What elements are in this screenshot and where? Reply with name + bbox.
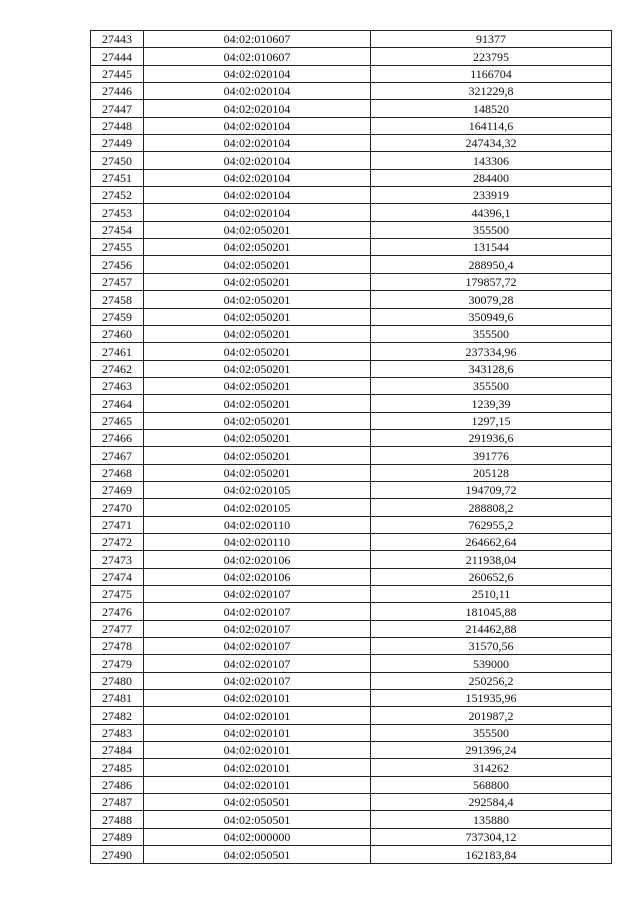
record-number-cell: 27469 — [91, 481, 144, 498]
code-cell: 04:02:020105 — [144, 499, 371, 516]
code-cell: 04:02:050201 — [144, 412, 371, 429]
record-number-cell: 27447 — [91, 100, 144, 117]
amount-cell: 143306 — [371, 152, 612, 169]
code-cell: 04:02:020101 — [144, 707, 371, 724]
table-row — [91, 846, 612, 863]
code-cell: 04:02:050201 — [144, 256, 371, 273]
code-cell: 04:02:020104 — [144, 135, 371, 152]
code-cell: 04:02:050201 — [144, 343, 371, 360]
table-row — [91, 568, 612, 585]
code-cell: 04:02:050201 — [144, 273, 371, 290]
table-row — [91, 655, 612, 672]
table-row — [91, 273, 612, 290]
code-cell: 04:02:050201 — [144, 239, 371, 256]
amount-cell: 31570,56 — [371, 638, 612, 655]
code-cell: 04:02:020104 — [144, 100, 371, 117]
record-number-cell: 27479 — [91, 655, 144, 672]
amount-cell: 151935,96 — [371, 690, 612, 707]
record-number-cell: 27460 — [91, 325, 144, 342]
record-number-cell: 27487 — [91, 794, 144, 811]
table-row — [91, 620, 612, 637]
amount-cell: 44396,1 — [371, 204, 612, 221]
table-row — [91, 707, 612, 724]
code-cell: 04:02:020110 — [144, 533, 371, 550]
code-cell: 04:02:020107 — [144, 672, 371, 689]
record-number-cell: 27467 — [91, 447, 144, 464]
table-row — [91, 811, 612, 828]
record-number-cell: 27444 — [91, 48, 144, 65]
code-cell: 04:02:020104 — [144, 152, 371, 169]
amount-cell: 205128 — [371, 464, 612, 481]
code-cell: 04:02:010607 — [144, 31, 371, 48]
record-number-cell: 27468 — [91, 464, 144, 481]
table-row — [91, 551, 612, 568]
table-row — [91, 603, 612, 620]
amount-cell: 284400 — [371, 169, 612, 186]
amount-cell: 568800 — [371, 776, 612, 793]
record-number-cell: 27461 — [91, 343, 144, 360]
table-row — [91, 395, 612, 412]
code-cell: 04:02:050201 — [144, 447, 371, 464]
record-number-cell: 27478 — [91, 638, 144, 655]
record-number-cell: 27486 — [91, 776, 144, 793]
amount-cell: 355500 — [371, 221, 612, 238]
code-cell: 04:02:020104 — [144, 187, 371, 204]
record-number-cell: 27472 — [91, 533, 144, 550]
code-cell: 04:02:010607 — [144, 48, 371, 65]
table-row — [91, 256, 612, 273]
table-row — [91, 464, 612, 481]
amount-cell: 135880 — [371, 811, 612, 828]
amount-cell: 164114,6 — [371, 117, 612, 134]
amount-cell: 2510,11 — [371, 586, 612, 603]
table-row — [91, 169, 612, 186]
amount-cell: 355500 — [371, 377, 612, 394]
record-number-cell: 27483 — [91, 724, 144, 741]
record-number-cell: 27477 — [91, 620, 144, 637]
table-row — [91, 742, 612, 759]
record-number-cell: 27490 — [91, 846, 144, 863]
record-number-cell: 27455 — [91, 239, 144, 256]
table-row — [91, 308, 612, 325]
record-number-cell: 27482 — [91, 707, 144, 724]
amount-cell: 250256,2 — [371, 672, 612, 689]
amount-cell: 321229,8 — [371, 83, 612, 100]
amount-cell: 737304,12 — [371, 828, 612, 845]
amount-cell: 292584,4 — [371, 794, 612, 811]
record-number-cell: 27452 — [91, 187, 144, 204]
code-cell: 04:02:020107 — [144, 638, 371, 655]
code-cell: 04:02:020104 — [144, 204, 371, 221]
code-cell: 04:02:050201 — [144, 325, 371, 342]
amount-cell: 194709,72 — [371, 481, 612, 498]
record-number-cell: 27484 — [91, 742, 144, 759]
amount-cell: 355500 — [371, 325, 612, 342]
record-number-cell: 27488 — [91, 811, 144, 828]
table-row — [91, 152, 612, 169]
code-cell: 04:02:050501 — [144, 811, 371, 828]
table-row — [91, 135, 612, 152]
code-cell: 04:02:050201 — [144, 395, 371, 412]
table-row — [91, 828, 612, 845]
table-row — [91, 48, 612, 65]
record-number-cell: 27445 — [91, 65, 144, 82]
record-number-cell: 27462 — [91, 360, 144, 377]
table-row — [91, 360, 612, 377]
record-number-cell: 27454 — [91, 221, 144, 238]
table-row — [91, 794, 612, 811]
record-number-cell: 27485 — [91, 759, 144, 776]
code-cell: 04:02:050501 — [144, 794, 371, 811]
code-cell: 04:02:000000 — [144, 828, 371, 845]
record-number-cell: 27476 — [91, 603, 144, 620]
record-number-cell: 27463 — [91, 377, 144, 394]
amount-cell: 179857,72 — [371, 273, 612, 290]
table-row — [91, 325, 612, 342]
record-number-cell: 27456 — [91, 256, 144, 273]
amount-cell: 539000 — [371, 655, 612, 672]
record-number-cell: 27471 — [91, 516, 144, 533]
amount-cell: 288950,4 — [371, 256, 612, 273]
table-row — [91, 447, 612, 464]
amount-cell: 1166704 — [371, 65, 612, 82]
code-cell: 04:02:020101 — [144, 690, 371, 707]
code-cell: 04:02:050201 — [144, 429, 371, 446]
code-cell: 04:02:020101 — [144, 724, 371, 741]
table-row — [91, 776, 612, 793]
code-cell: 04:02:050201 — [144, 360, 371, 377]
code-cell: 04:02:050501 — [144, 846, 371, 863]
amount-cell: 762955,2 — [371, 516, 612, 533]
amount-cell: 355500 — [371, 724, 612, 741]
record-number-cell: 27443 — [91, 31, 144, 48]
record-number-cell: 27459 — [91, 308, 144, 325]
registry-table-body — [91, 31, 612, 864]
record-number-cell: 27475 — [91, 586, 144, 603]
amount-cell: 214462,88 — [371, 620, 612, 637]
table-row — [91, 690, 612, 707]
amount-cell: 148520 — [371, 100, 612, 117]
amount-cell: 181045,88 — [371, 603, 612, 620]
amount-cell: 291936,6 — [371, 429, 612, 446]
code-cell: 04:02:020110 — [144, 516, 371, 533]
record-number-cell: 27446 — [91, 83, 144, 100]
amount-cell: 201987,2 — [371, 707, 612, 724]
amount-cell: 233919 — [371, 187, 612, 204]
table-row — [91, 672, 612, 689]
code-cell: 04:02:020104 — [144, 169, 371, 186]
code-cell: 04:02:020104 — [144, 117, 371, 134]
record-number-cell: 27458 — [91, 291, 144, 308]
table-row — [91, 31, 612, 48]
amount-cell: 314262 — [371, 759, 612, 776]
code-cell: 04:02:020101 — [144, 759, 371, 776]
code-cell: 04:02:020101 — [144, 742, 371, 759]
code-cell: 04:02:050201 — [144, 221, 371, 238]
table-row — [91, 516, 612, 533]
amount-cell: 260652,6 — [371, 568, 612, 585]
table-row — [91, 221, 612, 238]
amount-cell: 343128,6 — [371, 360, 612, 377]
record-number-cell: 27466 — [91, 429, 144, 446]
amount-cell: 91377 — [371, 31, 612, 48]
record-number-cell: 27448 — [91, 117, 144, 134]
table-row — [91, 239, 612, 256]
amount-cell: 211938,04 — [371, 551, 612, 568]
code-cell: 04:02:020107 — [144, 586, 371, 603]
amount-cell: 350949,6 — [371, 308, 612, 325]
amount-cell: 1239,39 — [371, 395, 612, 412]
record-number-cell: 27449 — [91, 135, 144, 152]
record-number-cell: 27480 — [91, 672, 144, 689]
record-number-cell: 27470 — [91, 499, 144, 516]
table-row — [91, 724, 612, 741]
record-number-cell: 27464 — [91, 395, 144, 412]
table-row — [91, 204, 612, 221]
table-row — [91, 533, 612, 550]
amount-cell: 291396,24 — [371, 742, 612, 759]
table-row — [91, 429, 612, 446]
table-row — [91, 481, 612, 498]
table-row — [91, 343, 612, 360]
table-row — [91, 377, 612, 394]
code-cell: 04:02:020101 — [144, 776, 371, 793]
code-cell: 04:02:020106 — [144, 568, 371, 585]
record-number-cell: 27450 — [91, 152, 144, 169]
code-cell: 04:02:020104 — [144, 65, 371, 82]
record-number-cell: 27473 — [91, 551, 144, 568]
code-cell: 04:02:050201 — [144, 291, 371, 308]
table-row — [91, 291, 612, 308]
record-number-cell: 27453 — [91, 204, 144, 221]
table-row — [91, 100, 612, 117]
code-cell: 04:02:020105 — [144, 481, 371, 498]
amount-cell: 223795 — [371, 48, 612, 65]
code-cell: 04:02:020104 — [144, 83, 371, 100]
record-number-cell: 27474 — [91, 568, 144, 585]
table-row — [91, 65, 612, 82]
amount-cell: 288808,2 — [371, 499, 612, 516]
code-cell: 04:02:020107 — [144, 603, 371, 620]
code-cell: 04:02:020107 — [144, 655, 371, 672]
record-number-cell: 27489 — [91, 828, 144, 845]
table-row — [91, 412, 612, 429]
amount-cell: 1297,15 — [371, 412, 612, 429]
amount-cell: 162183,84 — [371, 846, 612, 863]
table-row — [91, 499, 612, 516]
record-number-cell: 27481 — [91, 690, 144, 707]
table-row — [91, 759, 612, 776]
amount-cell: 131544 — [371, 239, 612, 256]
amount-cell: 264662,64 — [371, 533, 612, 550]
table-row — [91, 117, 612, 134]
table-row — [91, 187, 612, 204]
code-cell: 04:02:020107 — [144, 620, 371, 637]
code-cell: 04:02:050201 — [144, 464, 371, 481]
amount-cell: 237334,96 — [371, 343, 612, 360]
amount-cell: 30079,28 — [371, 291, 612, 308]
table-row — [91, 83, 612, 100]
amount-cell: 247434,32 — [371, 135, 612, 152]
code-cell: 04:02:020106 — [144, 551, 371, 568]
record-number-cell: 27451 — [91, 169, 144, 186]
amount-cell: 391776 — [371, 447, 612, 464]
registry-table — [90, 30, 612, 864]
code-cell: 04:02:050201 — [144, 308, 371, 325]
code-cell: 04:02:050201 — [144, 377, 371, 394]
table-row — [91, 586, 612, 603]
record-number-cell: 27457 — [91, 273, 144, 290]
record-number-cell: 27465 — [91, 412, 144, 429]
table-row — [91, 638, 612, 655]
